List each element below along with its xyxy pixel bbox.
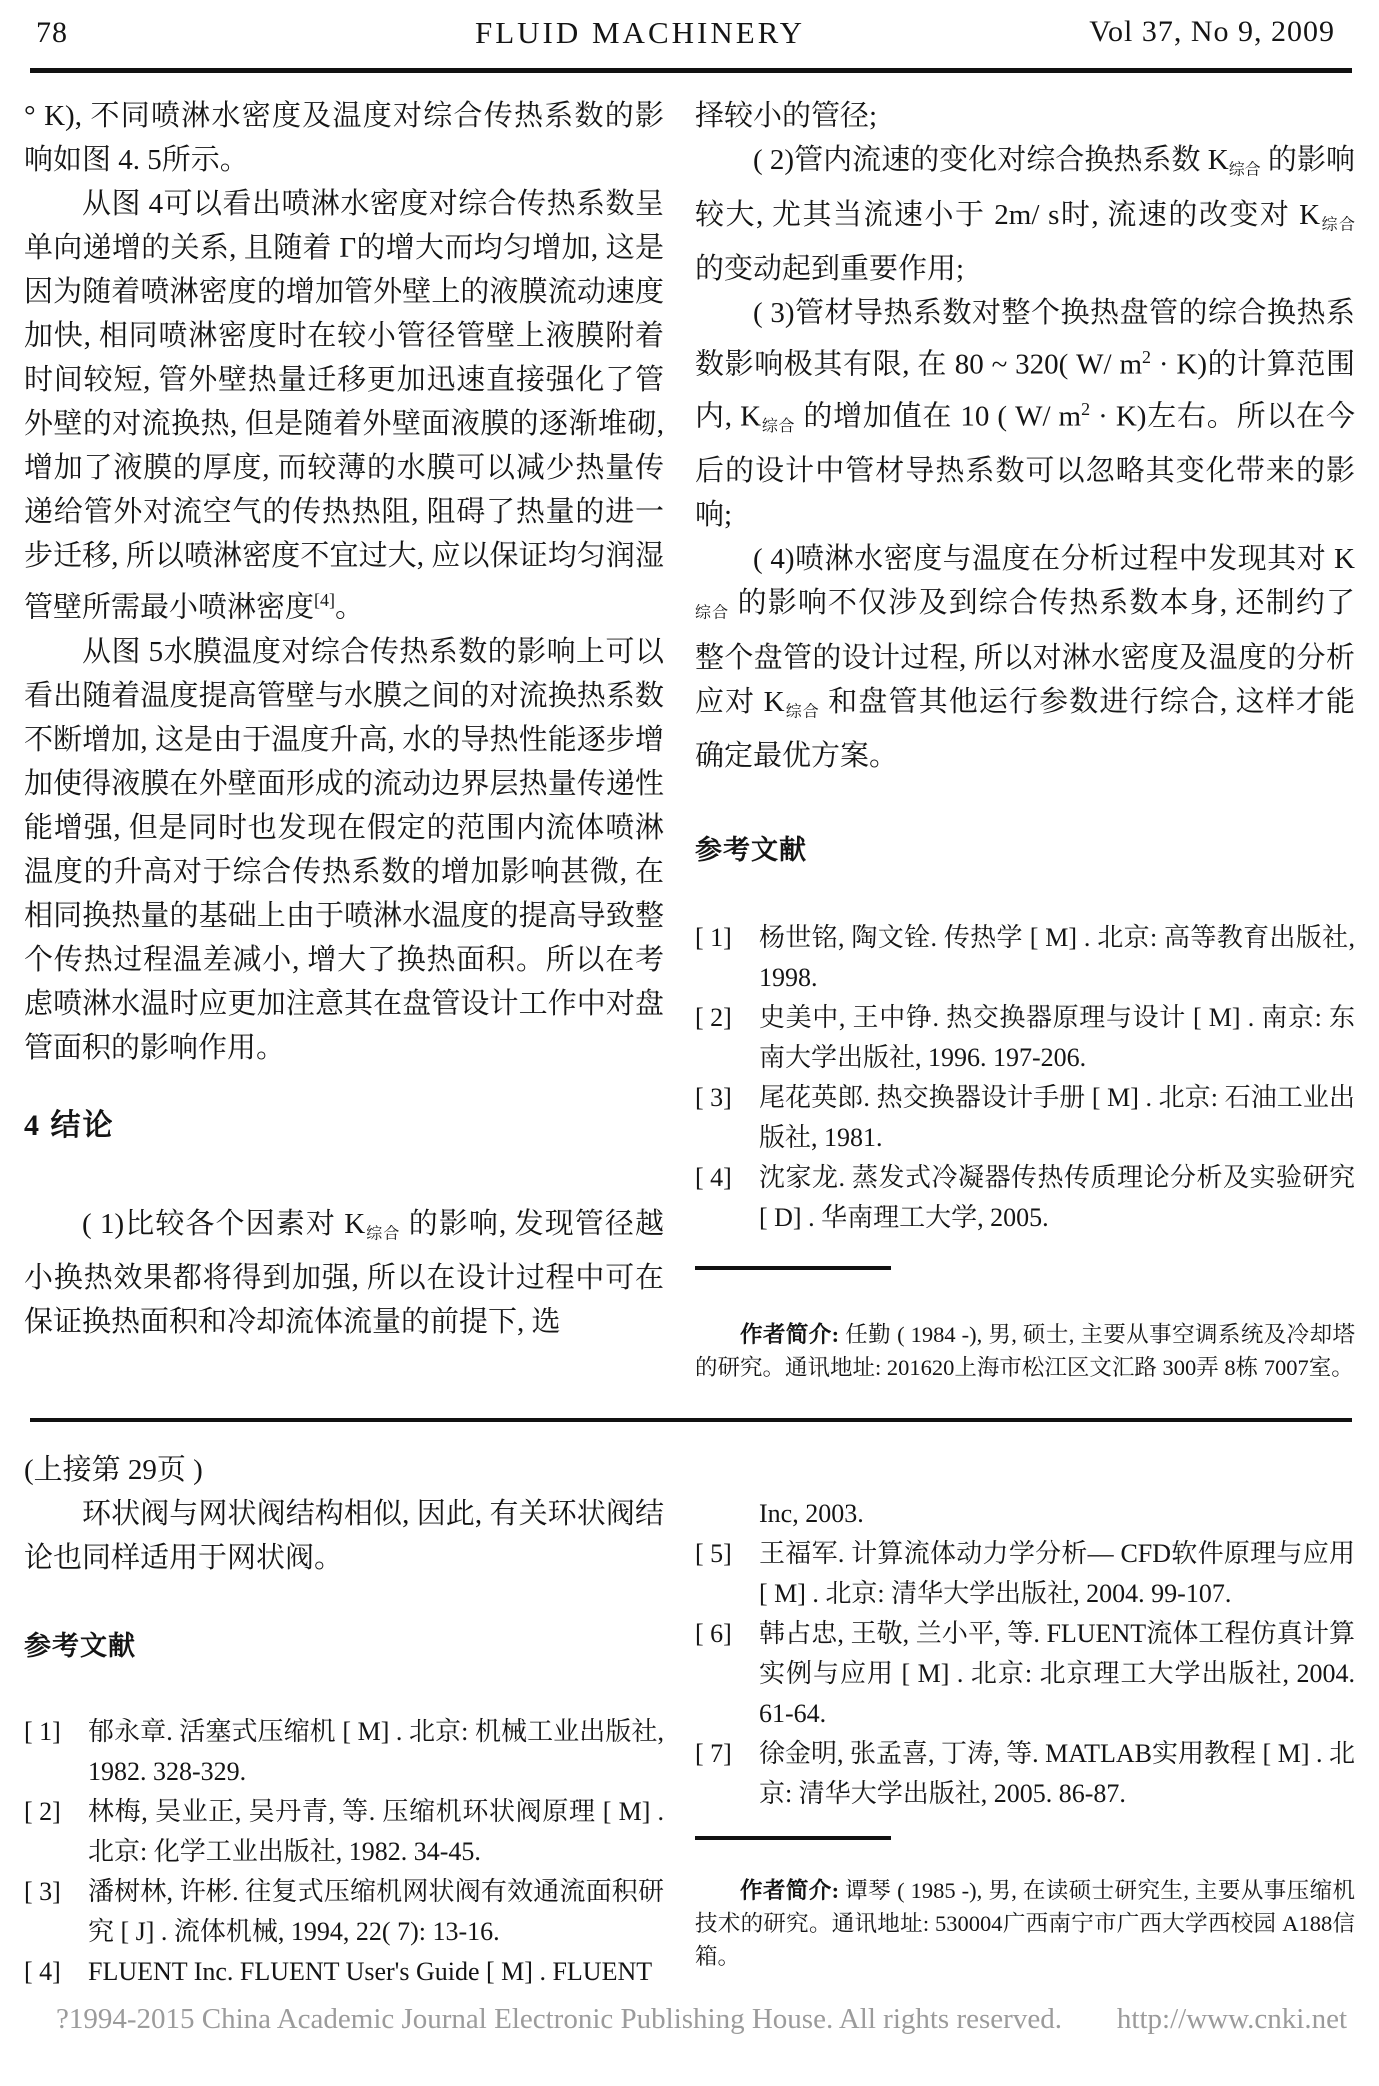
reference-label: [ 1]: [695, 923, 732, 953]
top-right-column: [695, 94, 1355, 1384]
body-text: 的变动起到重要作用;: [695, 253, 965, 286]
reference-item: [695, 1534, 1355, 1614]
k-subscript: 综合: [1228, 161, 1261, 179]
section-heading-conclusion: 4 结论: [24, 1108, 115, 1142]
reference-list: [695, 918, 1355, 1238]
author-bio-label: 作者简介:: [740, 1322, 840, 1348]
body-text: 从图 4可以看出喷淋水密度对综合传热系数呈单向递增的关系, 且随着 Γ的增大而均匀增加, 这是因为随着喷淋密度的增加管外壁上的液膜流动速度加快, 相同喷淋密度时在较小管径管壁上液膜附着时间较短, 管外壁热量迁移更加迅速直接强化了管外壁的对流换热, 但是随着外壁面液膜的逐渐堆砌, 增加了液膜的厚度, 而较薄的水膜可以减少热量传递给管外对流空气的传热热阻, 阻碍了热量的进一步迁移, 所以喷淋密度不宜过大, 应以保证均匀润湿管壁所需最小喷淋密度: [24, 188, 664, 624]
references-heading: 参考文献: [24, 1631, 136, 1661]
author-bio-rule: [695, 1266, 891, 1270]
reference-text: 林梅, 吴业正, 吴丹青, 等. 压缩机环状阀原理 [ M] . 北京: 化学工业出版社, 1982. 34-45.: [88, 1797, 664, 1866]
reference-item: [24, 1712, 664, 1792]
paragraph: [24, 1202, 664, 1345]
reference-item: [695, 998, 1355, 1078]
body-text: 。: [334, 591, 364, 624]
reference-text: 王福军. 计算流体动力学分析— CFD软件原理与应用 [ M] . 北京: 清华大学出版社, 2004. 99-107.: [759, 1539, 1355, 1608]
body-text: 从图 5水膜温度对综合传热系数的影响上可以看出随着温度提高管壁与水膜之间的对流换热系数不断增加, 这是由于温度升高, 水的导热性能逐步增加使得液膜在外壁面形成的流动边界层热量传递性能增强, 但是同时也发现在假定的范围内流体喷淋温度的升高对于综合传热系数的增加影响甚微, 在相同换热量的基础上由于喷淋水温度的提高导致整个传热过程温差减小, 增大了换热面积。所以在考虑喷淋水温时应更加注意其在盘管设计工作中对盘管面积的影响作用。: [24, 635, 664, 1064]
author-bio-text: 任勤 ( 1984 -), 男, 硕士, 主要从事空调系统及冷却塔的研究。通讯地址: 201620上海市松江区文汇路 300弄 8栋 7007室。: [695, 1322, 1355, 1381]
reference-text: 郁永章. 活塞式压缩机 [ M] . 北京: 机械工业出版社, 1982. 328-329.: [88, 1717, 664, 1786]
paragraph: [695, 138, 1355, 291]
reference-text: FLUENT Inc. FLUENT User's Guide [ M] . FLUENT: [88, 1957, 653, 1986]
reference-label: [ 3]: [695, 1083, 732, 1113]
paragraph: [24, 630, 664, 1070]
author-bio: [695, 1874, 1355, 1973]
body-text: 的影响较大, 尤其当流速小于 2m/ s时, 流速的改变对 K: [695, 144, 1355, 231]
k-subscript: 综合: [695, 604, 730, 622]
body-text: (上接第 29页 ): [24, 1454, 203, 1486]
reference-label: [ 4]: [695, 1163, 732, 1193]
copyright-text: ?1994-2015 China Academic Journal Electronic Publishing House. All rights reserved.: [56, 2003, 1062, 2035]
page-number: 78: [36, 16, 68, 49]
reference-item: [24, 1792, 664, 1872]
reference-label: [ 2]: [24, 1797, 61, 1826]
header-rule: [30, 68, 1352, 73]
references-heading: 参考文献: [695, 835, 807, 866]
reference-label: [ 4]: [24, 1957, 61, 1986]
reference-item: [24, 1952, 664, 1992]
reference-item: [695, 918, 1355, 998]
reference-label: [ 7]: [695, 1739, 732, 1768]
body-text: ( 2)管内流速的变化对综合换热系数 K: [753, 144, 1229, 176]
reference-text: 徐金明, 张孟喜, 丁涛, 等. MATLAB实用教程 [ M] . 北京: 清华大学出版社, 2005. 86-87.: [759, 1739, 1355, 1808]
reference-label: [ 2]: [695, 1003, 732, 1033]
copyright-footer: [56, 2002, 1347, 2036]
body-text: · K)的计算范围内, K: [695, 348, 1355, 433]
citation-superscript: [4]: [314, 590, 335, 610]
body-text: · K)左右。所以在今后的设计中管材导热系数可以忽略其变化带来的影响;: [695, 400, 1355, 532]
squared-superscript: 2: [1142, 347, 1152, 368]
reference-item: [24, 1872, 664, 1952]
bottom-right-column: [695, 1448, 1355, 1973]
k-subscript: 综合: [365, 1225, 401, 1243]
reference-list: [24, 1712, 664, 1992]
paragraph: [695, 291, 1355, 537]
body-text: ° K), 不同喷淋水密度及温度对综合传热系数的影响如图 4. 5所示。: [24, 100, 664, 176]
journal-title: FLUID MACHINERY: [474, 15, 806, 50]
reference-item: [695, 1734, 1355, 1814]
reference-label: [ 6]: [695, 1619, 732, 1648]
author-bio: [695, 1318, 1355, 1384]
body-text: 的影响不仅涉及到综合传热系数本身, 还制约了整个盘管的设计过程, 所以对淋水密度及温度的分析应对 K: [695, 587, 1355, 718]
body-text: 环状阀与网状阀结构相似, 因此, 有关环状阀结论也同样适用于网状阀。: [24, 1498, 664, 1574]
reference-label: [ 1]: [24, 1717, 61, 1746]
body-text: 的影响, 发现管径越小换热效果都将得到加强, 所以在设计过程中可在保证换热面积和冷却流体流量的前提下, 选: [24, 1207, 664, 1339]
reference-continuation: Inc, 2003.: [759, 1499, 864, 1528]
reference-item: [695, 1158, 1355, 1238]
paragraph: [24, 1492, 664, 1580]
paragraph: [24, 182, 664, 630]
reference-item: [695, 1614, 1355, 1734]
body-text: ( 1)比较各个因素对 K: [82, 1207, 366, 1240]
author-bio-label: 作者简介:: [740, 1878, 840, 1903]
reference-text: 尾花英郎. 热交换器设计手册 [ M] . 北京: 石油工业出版社, 1981.: [759, 1083, 1355, 1153]
reference-text: 史美中, 王中铮. 热交换器原理与设计 [ M] . 南京: 东南大学出版社, 1996. 197-206.: [759, 1003, 1355, 1073]
continued-from-note: [24, 1448, 664, 1492]
k-subscript: 综合: [1320, 216, 1355, 234]
journal-issue: Vol 37, No 9, 2009: [1089, 15, 1335, 48]
k-subscript: 综合: [761, 418, 796, 436]
reference-item: [695, 1078, 1355, 1158]
bottom-left-column: [24, 1448, 664, 1992]
cnki-url[interactable]: http://www.cnki.net: [1116, 2003, 1347, 2035]
reference-list: [695, 1534, 1355, 1814]
top-left-column: [24, 94, 664, 1344]
body-text: 择较小的管径;: [695, 100, 878, 132]
body-text: 的增加值在 10 ( W/ m: [795, 400, 1082, 433]
k-subscript: 综合: [784, 703, 820, 721]
reference-label: [ 5]: [695, 1539, 732, 1568]
paragraph-continuation: [695, 94, 1355, 138]
body-text: ( 3)管材导热系数对整个换热盘管的综合换热系数影响极其有限, 在 80 ~ 320( W/ m: [695, 297, 1355, 381]
section-divider-rule: [30, 1418, 1352, 1422]
reference-text: 沈家龙. 蒸发式冷凝器传热传质理论分析及实验研究 [ D] . 华南理工大学, 2005.: [759, 1163, 1355, 1233]
body-text: 和盘管其他运行参数进行综合, 这样才能确定最优方案。: [695, 685, 1355, 773]
reference-text: 杨世铭, 陶文铨. 传热学 [ M] . 北京: 高等教育出版社, 1998.: [759, 923, 1355, 993]
paragraph-continuation: [24, 94, 664, 182]
author-bio-text: 谭琴 ( 1985 -), 男, 在读硕士研究生, 主要从事压缩机技术的研究。通讯地址: 530004广西南宁市广西大学西校园 A188信箱。: [695, 1878, 1355, 1969]
squared-superscript: 2: [1081, 398, 1091, 419]
reference-text: 韩占忠, 王敬, 兰小平, 等. FLUENT流体工程仿真计算实例与应用 [ M] . 北京: 北京理工大学出版社, 2004. 61-64.: [759, 1619, 1355, 1728]
reference-text: 潘树林, 许彬. 往复式压缩机网状阀有效通流面积研究 [ J] . 流体机械, 1994, 22( 7): 13-16.: [88, 1877, 664, 1946]
author-bio-rule: [695, 1836, 891, 1840]
reference-label: [ 3]: [24, 1877, 61, 1906]
paragraph: [695, 537, 1355, 778]
body-text: ( 4)喷淋水密度与温度在分析过程中发现其对 K: [753, 543, 1355, 576]
